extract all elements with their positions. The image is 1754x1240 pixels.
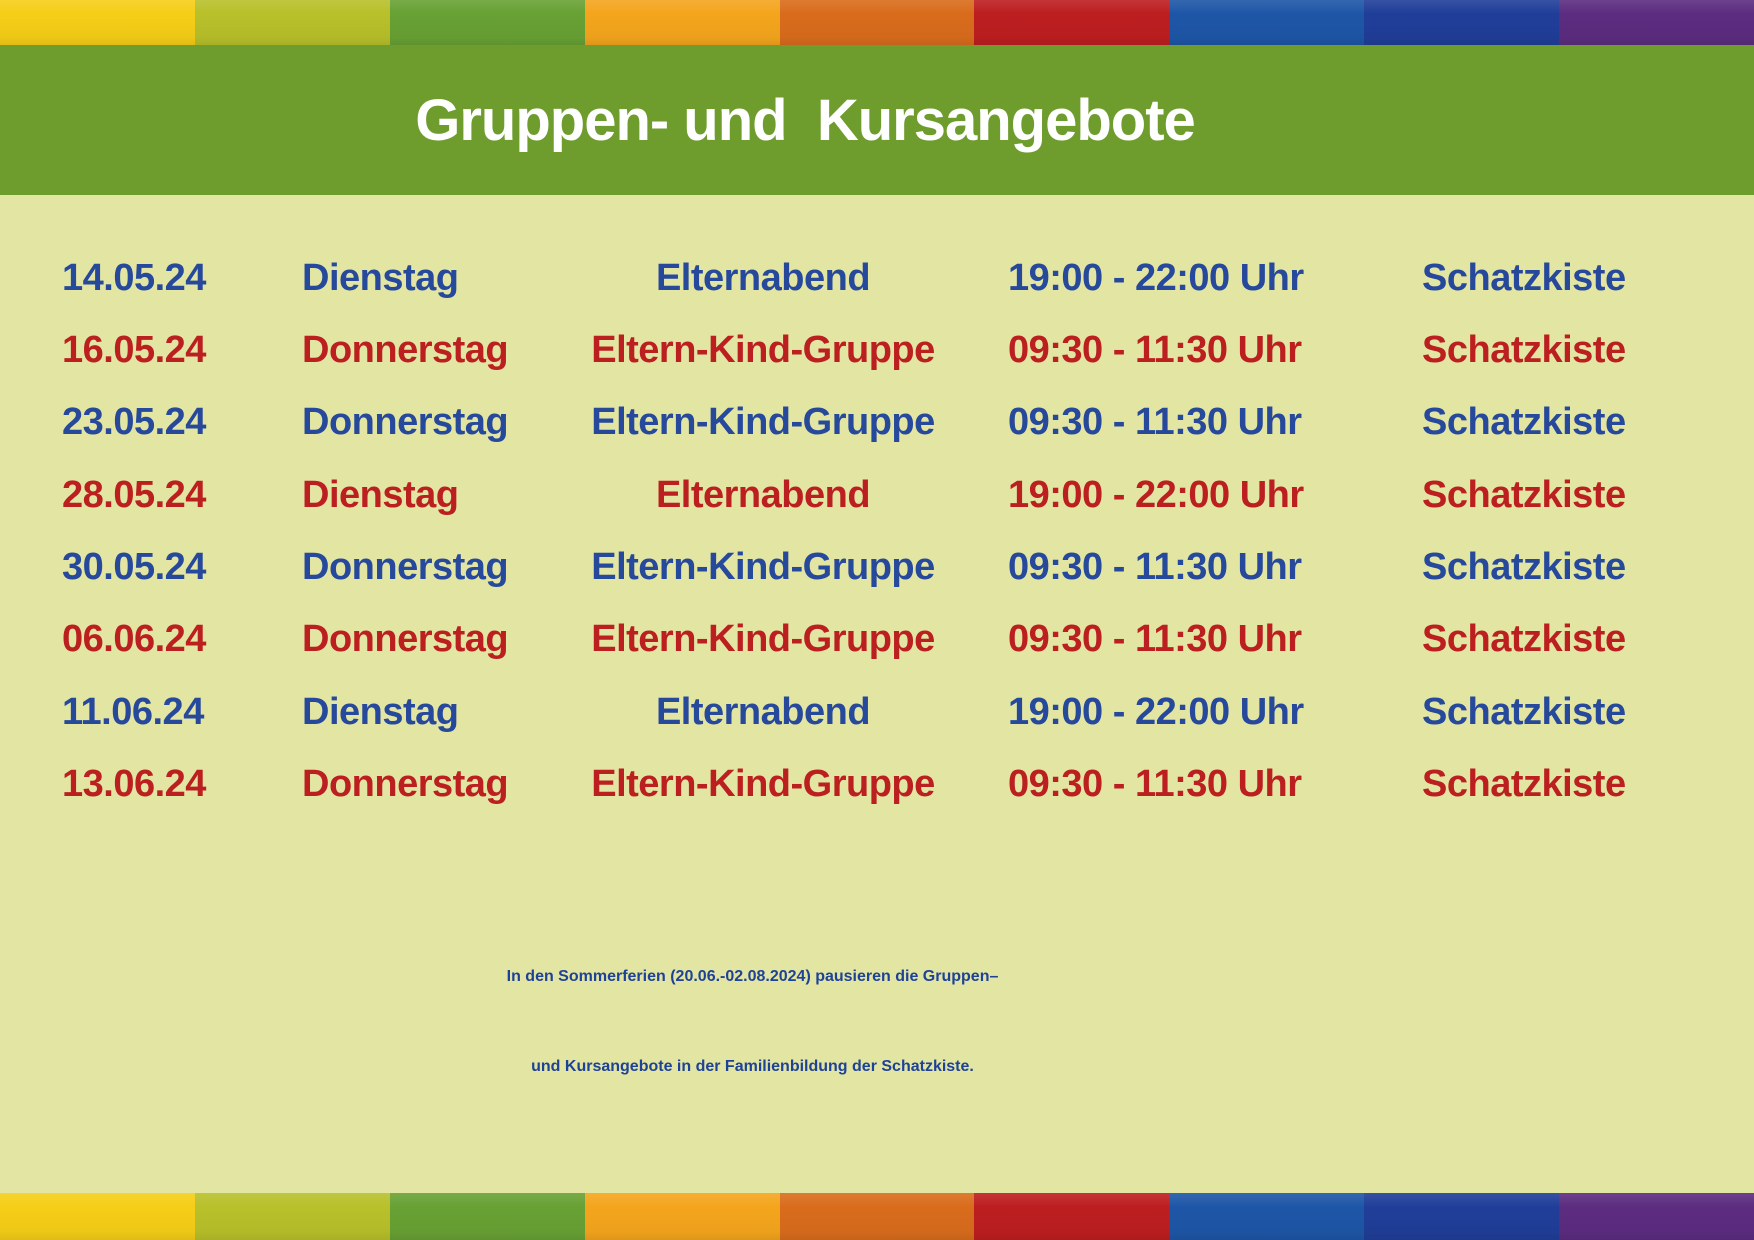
offer-cell: Eltern-Kind-Gruppe: [591, 546, 935, 588]
date-cell: 30.05.24: [62, 546, 206, 588]
stripe-segment-blue: [1169, 1193, 1364, 1240]
time-cell: 09:30 - 11:30 Uhr: [1008, 618, 1302, 660]
date-cell: 14.05.24: [62, 257, 206, 299]
stripe-segment-green: [390, 1193, 585, 1240]
date-cell: 23.05.24: [62, 401, 206, 443]
stripe-segment-orange: [585, 0, 780, 45]
date-cell: 28.05.24: [62, 474, 206, 516]
location-cell: Schatzkiste: [1422, 401, 1626, 443]
summer-break-notice-line1: In den Sommerferien (20.06.-02.08.2024) pausieren die Gruppen–: [506, 968, 999, 985]
top-rainbow-stripe: [0, 0, 1754, 45]
offer-cell: Eltern-Kind-Gruppe: [591, 618, 935, 660]
weekday-cell: Donnerstag: [302, 401, 509, 443]
weekday-cell: Donnerstag: [302, 618, 509, 660]
time-cell: 19:00 - 22:00 Uhr: [1008, 474, 1304, 516]
stripe-segment-yellow-green: [195, 0, 390, 45]
date-cell: 13.06.24: [62, 763, 206, 805]
location-cell: Schatzkiste: [1422, 763, 1626, 805]
time-cell: 19:00 - 22:00 Uhr: [1008, 691, 1304, 733]
time-cell: 09:30 - 11:30 Uhr: [1008, 329, 1302, 371]
schedule-row: [0, 256, 1754, 300]
offer-cell: Eltern-Kind-Gruppe: [591, 329, 935, 371]
offer-cell: Elternabend: [655, 474, 871, 516]
schedule-row: [0, 400, 1754, 444]
date-cell: 11.06.24: [62, 691, 204, 733]
schedule-row: [0, 545, 1754, 589]
time-cell: 09:30 - 11:30 Uhr: [1008, 546, 1302, 588]
date-cell: 06.06.24: [62, 618, 206, 660]
header-banner: [0, 45, 1754, 195]
stripe-segment-yellow: [0, 0, 195, 45]
stripe-segment-purple: [1559, 0, 1754, 45]
weekday-cell: Dienstag: [302, 691, 459, 733]
location-cell: Schatzkiste: [1422, 329, 1626, 371]
stripe-segment-red: [974, 1193, 1169, 1240]
location-cell: Schatzkiste: [1422, 474, 1626, 516]
weekday-cell: Donnerstag: [302, 329, 509, 371]
location-cell: Schatzkiste: [1422, 691, 1626, 733]
weekday-cell: Dienstag: [302, 474, 459, 516]
bottom-rainbow-stripe: [0, 1193, 1754, 1240]
stripe-segment-dark-orange: [780, 1193, 975, 1240]
offer-cell: Elternabend: [655, 691, 871, 733]
stripe-segment-red: [974, 0, 1169, 45]
stripe-segment-dark-blue: [1364, 0, 1559, 45]
page-title: Gruppen- und Kursangebote: [415, 87, 1195, 153]
stripe-segment-yellow-green: [195, 1193, 390, 1240]
schedule-row: [0, 690, 1754, 734]
weekday-cell: Donnerstag: [302, 763, 509, 805]
offer-cell: Eltern-Kind-Gruppe: [591, 763, 935, 805]
location-cell: Schatzkiste: [1422, 546, 1626, 588]
time-cell: 09:30 - 11:30 Uhr: [1008, 763, 1302, 805]
time-cell: 19:00 - 22:00 Uhr: [1008, 257, 1304, 299]
stripe-segment-green: [390, 0, 585, 45]
schedule-row: [0, 328, 1754, 372]
stripe-segment-orange: [585, 1193, 780, 1240]
location-cell: Schatzkiste: [1422, 257, 1626, 299]
stripe-segment-dark-blue: [1364, 1193, 1559, 1240]
stripe-segment-yellow: [0, 1193, 195, 1240]
stripe-segment-dark-orange: [780, 0, 975, 45]
stripe-segment-blue: [1169, 0, 1364, 45]
schedule-row: [0, 473, 1754, 517]
stripe-segment-purple: [1559, 1193, 1754, 1240]
summer-break-notice-line2: und Kursangebote in der Familienbildung der Schatzkiste.: [531, 1058, 974, 1075]
weekday-cell: Dienstag: [302, 257, 459, 299]
offer-cell: Eltern-Kind-Gruppe: [591, 401, 935, 443]
offer-cell: Elternabend: [655, 257, 871, 299]
date-cell: 16.05.24: [62, 329, 206, 371]
schedule-row: [0, 762, 1754, 806]
time-cell: 09:30 - 11:30 Uhr: [1008, 401, 1302, 443]
weekday-cell: Donnerstag: [302, 546, 509, 588]
location-cell: Schatzkiste: [1422, 618, 1626, 660]
schedule-row: [0, 617, 1754, 661]
